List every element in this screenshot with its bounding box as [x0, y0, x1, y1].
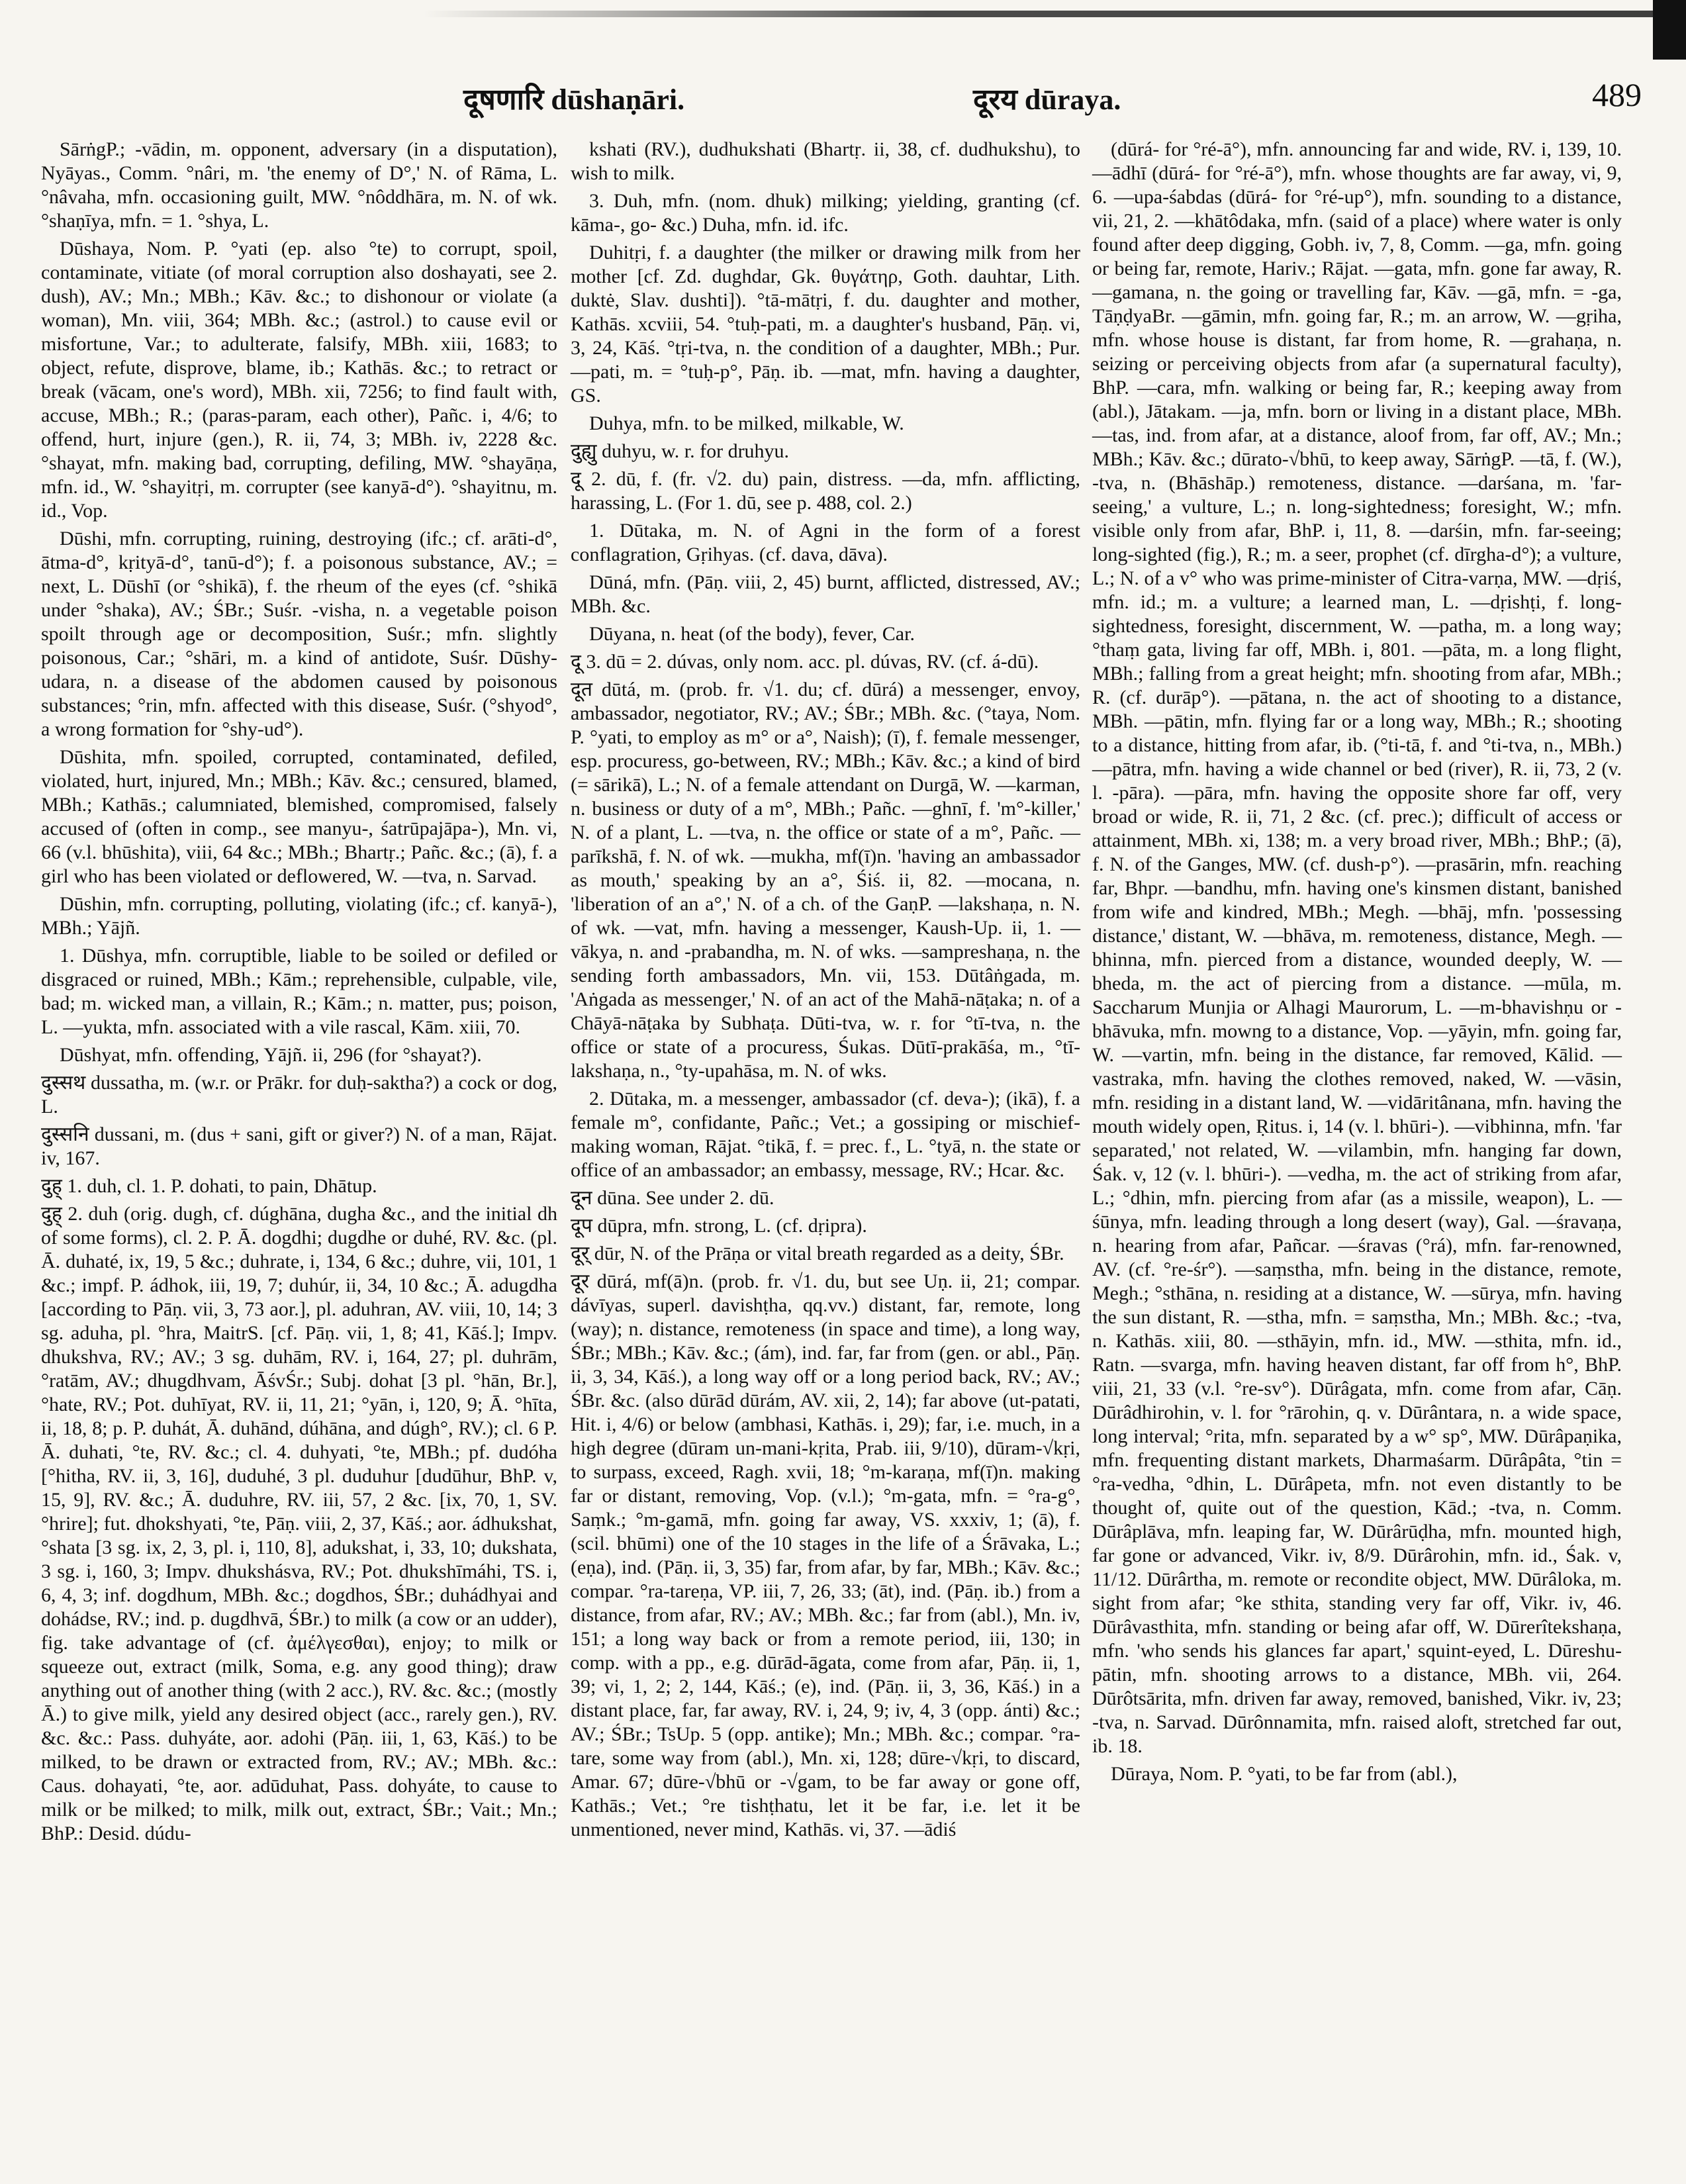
- dictionary-entry: Duhya, mfn. to be milked, milkable, W.: [589, 412, 904, 434]
- column-2: [571, 138, 1080, 1846]
- dictionary-entry: Dūraya, Nom. P. °yati, to be far from (abl.),: [1111, 1763, 1458, 1785]
- dictionary-entry: दूर् dūr, N. of the Prāṇa or vital breath regarded as a deity, ŚBr.: [571, 1243, 1064, 1264]
- dictionary-entry: Dūshi, mfn. corrupting, ruining, destroying (ifc.; cf. arāti-d°, ātma-d°, kṛityā-d°, tanū-d°); f. a poisonous substance, AV.; = next, L. Dūshī (or °shikā), f. the rheum of the eyes (cf. °shikā under °shaka), AV.; ŚBr.; Suśr. -visha, n. a vegetable poison spoilt through age or decomposition, Suśr.; mfn. slightly poisonous, Car.; °shāri, m. a kind of antidote, Suśr. Dūshy-udara, n. a disease of the abdomen caused by poisonous substances; °rin, mfn. affected with this disease, Suśr. (°shyod°, a wrong formation for °shy-ud°).: [41, 528, 557, 740]
- dictionary-entry: दुह् 1. duh, cl. 1. P. dohati, to pain, Dhātup.: [41, 1175, 377, 1197]
- dictionary-entry: Dūshin, mfn. corrupting, polluting, violating (ifc.; cf. kanyā-), MBh.; Yājñ.: [41, 893, 557, 939]
- dictionary-entry: दूर dūrá, mf(ā)n. (prob. fr. √1. du, but see Uṇ. ii, 21; compar. dávīyas, superl. davishṭha, qq.vv.) distant, far, remote, long (way); n. distance, remoteness (in space and time), a long way, ŚBr.; MBh.; Kāv. &c.; (ám), ind. far, far from (gen. or abl., Pāṇ. ii, 3, 34, Kāś.), a long way off or a long period back, RV.; AV.; ŚBr. &c. (also dūrād dūrám, AV. xii, 2, 14); far above (ut-patati, Hit. i, 4/6) or below (ambhasi, Kathās. i, 29); far, i.e. much, in a high degree (dūram un-mani-kṛita, Prab. iii, 9/10), dūram-√kṛi, to surpass, exceed, Ragh. xvii, 18; °m-karaṇa, mf(ī)n. making far or distant, removing, Vop. (v.l.); °m-gata, mfn. = °ra-g°, Saṃk.; °m-gamā, mfn. going far away, VS. xxxiv, 1; (ā), f. (scil. bhūmi) one of the 10 stages in the life of a Śrāvaka, L.; (eṇa), ind. (Pāṇ. ii, 3, 35) far, from afar, by far, MBh.; Kāv. &c.; compar. °ra-tareṇa, VP. iii, 7, 26, 33; (āt), ind. (Pāṇ. ib.) from a distance, from afar, RV.; AV.; MBh. &c.; far from (abl.), Mn. iv, 151; a long way back or from a remote period, iii, 130; in comp. with a pp., e.g. dūrād-āgata, come from afar, Pāṇ. ii, 1, 39; vi, 1, 2; 2, 144, Kāś.; (e), ind. (Pāṇ. ii, 3, 36, Kāś.) in a distant place, far, far away, RV. i, 24, 9; iv, 4, 3 (opp. ánti) &c.; AV.; ŚBr.; TsUp. 5 (opp. antike); Mn.; MBh. &c.; compar. °ra-tare, some way from (abl.), Mn. xi, 128; dūre-√kṛi, to discard, Amar. 67; dūre-√bhū or -√gam, to be far away or gone off, Kathās.; Vet.; °re tishṭhatu, let it be far, i.e. let it be unmentioned, never mind, Kathās. vi, 37. —ādiś: [571, 1270, 1080, 1840]
- running-header: [40, 71, 1642, 118]
- dictionary-entry: Dūshaya, Nom. P. °yati (ep. also °te) to corrupt, spoil, contaminate, vitiate (of moral corruption also doshayati, see 2. dush), AV.; Mn.; MBh.; Kāv. &c.; to dishonour or violate (a woman), Mn. viii, 364; MBh. &c.; (astrol.) to cause evil or misfortune, Var.; to adulterate, falsify, MBh. xiii, 1683; to object, refute, disprove, blame, ib.; Kathās. &c.; to retract or break (vācam, one's word), MBh. xii, 7256; to find fault with, accuse, MBh.; R.; (paras-param, each other), Pañc. i, 4/6; to offend, hurt, injure (gen.), R. ii, 74, 3; MBh. iv, 2228 &c. °shayat, mfn. making bad, corrupting, defiling, MW. °shayāṇa, mfn. id., W. °shayitṛi, m. corrupter (see kanyā-d°). °shayitnu, m. id., Vop.: [41, 238, 557, 522]
- dictionary-entry: Dūshita, mfn. spoiled, corrupted, contaminated, defiled, violated, hurt, injured, Mn.; MBh.; Kāv. &c.; censured, blamed, MBh.; Kathās.; calumniated, blemished, compromised, falsely accused of (often in comp., see manyu-, śatrūpajāpa-), Mn. vi, 66 (v.l. bhūshita), viii, 64 &c.; MBh.; Bhartṛ.; Pañc. &c.; (ā), f. a girl who has been violated or deflowered, W. —tva, n. Sarvad.: [41, 746, 557, 887]
- dictionary-entry: (dūrá- for °ré-ā°), mfn. announcing far and wide, RV. i, 139, 10. —ādhī (dūrá- for °ré-ā°), mfn. whose thoughts are far away, vi, 9, 6. —upa-śabdas (dūrá- for °ré-up°), mfn. sounding to a distance, vii, 21, 2. —khātôdaka, mfn. (said of a place) where water is only found after deep digging, Gobh. iv, 7, 8, Comm. —ga, mfn. going or being far, remote, Hariv.; Rājat. —gata, mfn. gone far away, R. —gamana, n. the going or travelling far, Kāv. —gā, mfn. = -ga, TāṇḍyaBr. —gāmin, mfn. going far, R.; m. an arrow, W. —gṛiha, mfn. whose house is distant, far from home, R. —grahaṇa, n. seizing or perceiving objects from afar (a supernatural faculty), BhP. —cara, mfn. walking or being far, R.; keeping away from (abl.), Jātakam. —ja, mfn. born or living in a distant place, MBh. —tas, ind. from afar, at a distance, aloof from, far off, AV.; Mn.; MBh.; Kāv. &c.; dūrato-√bhū, to keep away, SārṅgP. —tā, f. (W.), -tva, n. (Bhāshāp.) remoteness, distance. —darśana, m. 'far-seeing,' a vulture, L.; n. long-sightedness; foresight, W.; mfn. visible only from afar, BhP. i, 11, 8. —darśin, mfn. far-seeing; long-sighted (fig.), R.; m. a seer, prophet (cf. dīrgha-d°); a vulture, L.; N. of a v° who was prime-minister of Citra-varṇa, MW. —dṛiś, mfn. id.; m. a vulture; a learned man, L. —dṛishṭi, f. long-sightedness, foresight, discernment, W. —patha, m. a long way; °thaṃ gata, living far off, MBh. i, 801. —pāta, m. a long flight, MBh.; falling from a great height; mfn. shooting from afar, MBh.; R. (cf. durāp°). —pātana, n. the act of shooting to a distance, MBh. —pātin, mfn. flying far or a long way, MBh.; R.; shooting to a distance, hitting from afar, ib. (°ti-tā, f. and °ti-tva, n., MBh.) —pātra, mfn. having a wide channel or bed (river), R. ii, 73, 2 (v. l. -pāra). —pāra, mfn. having the opposite shore far off, very broad or wide, R. ii, 71, 2 &c. (cf. prec.); difficult of access or attainment, MBh. xi, 138; m. a very broad river, MBh.; BhP.; (ā), f. N. of the Ganges, MW. (cf. dush-p°). —prasārin, mfn. reaching far, Bhpr. —bandhu, mfn. having one's kinsmen distant, banished from wife and kindred, MBh.; Megh. —bhāj, mfn. 'possessing distance,' distant, W. —bhāva, m. remoteness, distance, Megh. —bhinna, mfn. pierced from a distance, wounded deeply, W. —bheda, m. the act of piercing from a distance. —mūla, m. Saccharum Munjia or Alhagi Maurorum, L. —m-bhavishṇu or -bhāvuka, mfn. mowng to a distance, Vop. —yāyin, mfn. going far, W. —vartin, mfn. being in the distance, far removed, Kālid. —vastraka, mfn. having the clothes removed, naked, W. —vāsin, mfn. residing in a distant land, W. —vidāritânana, mfn. having the mouth widely open, Ṛitus. i, 14 (v. l. bhūri-). —vibhinna, mfn. 'far separated,' not related, W. —vilambin, mfn. hanging far down, Śak. v, 12 (v. l. bhūri-). —vedha, m. the act of striking from afar, L.; °dhin, mfn. piercing from afar (as a missile, weapon), L. —śūnya, mfn. leading through a long desert (way), Gal. —śravaṇa, n. hearing from afar, Pañcar. —śravas (°rá), mfn. far-renowned, AV. (cf. °re-śr°). —saṃstha, mfn. being in the distance, remote, Megh.; °sthāna, n. residing at a distance, W. —sūrya, mfn. having the sun distant, R. —stha, mfn. = saṃstha, Mn.; MBh. &c.; -tva, n. Kathās. xiii, 80. —sthāyin, mfn. id., MW. —sthita, mfn. id., Ratn. —svarga, mfn. having heaven distant, far off from h°, BhP. viii, 21, 33 (v.l. °re-sv°). Dūrâgata, mfn. come from afar, Cāṇ. Dūrâdhirohin, v. l. for °rārohin, q. v. Dūrântara, n. a wide space, long interval; °rita, mfn. separated by a w° sp°, MW. Dūrâpaṇika, mfn. frequenting distant markets, Dharmaśarm. Dūrâpâta, °tin = °ra-vedha, °dhin, L. Dūrâpeta, mfn. not even distantly to be thought of, quite out of the question, Kād.; -tva, n. Comm. Dūrâplāva, mfn. leaping far, W. Dūrârūḍha, mfn. mounted high, far gone or advanced, Vikr. iv, 8/9. Dūrârohin, mfn. id., Śak. v, 11/12. Dūrârtha, m. remote or recondite object, MW. Dūrâloka, m. sight from afar; °ke sthita, standing very far off, Vikr. iv, 46. Dūrâvasthita, mfn. standing or being afar off, W. Dūrerîtekshaṇa, mfn. 'who sends his glances far apart,' squint-eyed, L. Dūreshu-pātin, mfn. shooting arrows to a distance, MBh. vii, 264. Dūrôtsārita, mfn. driven far away, removed, banished, Vikr. iv, 23; -tva, n. Sarvad. Dūrônnamita, mfn. raised aloft, stretched far out, ib. 18.: [1092, 138, 1622, 1757]
- dictionary-entry: दू 3. dū = 2. dúvas, only nom. acc. pl. dúvas, RV. (cf. á-dū).: [571, 651, 1039, 673]
- dictionary-entry: दुस्सनि dussani, m. (dus + sani, gift or giver?) N. of a man, Rājat. iv, 167.: [41, 1123, 557, 1169]
- dictionary-entry: 1. Dūtaka, m. N. of Agni in the form of a forest conflagration, Gṛihyas. (cf. dava, dāva).: [571, 520, 1080, 565]
- left-running-head: दूषणारि dūshaṇāri.: [463, 83, 685, 116]
- scan-top-rule: [424, 11, 1681, 17]
- right-running-head: दूरय dūraya.: [973, 83, 1121, 116]
- dictionary-entry: दुह् 2. duh (orig. dugh, cf. dúghāna, dugha &c., and the initial dh of some forms), cl. 2. P. Ā. dogdhi; dugdhe or duhé, RV. &c. (pl. Ā. duhaté, ix, 19, 5 &c.; duhrate, i, 134, 6 &c.; duhre, vii, 101, 1 &c.; impf. P. ádhok, iii, 19, 7; duhúr, ii, 34, 10 &c.; Ā. adugdha [according to Pāṇ. vii, 3, 73 aor.], pl. aduhran, AV. viii, 10, 14; 3 sg. aduha, pl. °hra, MaitrS. [cf. Pāṇ. vii, 1, 8; 41, Kāś.]; Impv. dhukshva, RV.; AV.; 3 sg. duhām, RV. i, 164, 27; pl. duhrām, °ratām, AV.; dhugdhvam, ĀśvŚr.; Subj. dohat [3 pl. °hān, Br.], °hate, RV.; Pot. duhīyat, RV. ii, 11, 21; °yān, i, 120, 9; Ā. °hīta, ii, 18, 8; p. P. duhát, Ā. duhānd, dúhāna, and dúgh°, RV.); cl. 6 P. Ā. duhati, °te, RV. &c.; cl. 4. duhyati, °te, MBh.; pf. dudóha [°hitha, RV. ii, 3, 16], duduhé, 3 pl. duduhur [dudūhur, BhP. v, 15, 9], RV. &c.; Ā. duduhre, RV. iii, 57, 2 &c. [ix, 70, 1, SV. °hrire]; fut. dhokshyati, °te, Pāṇ. viii, 2, 37, Kāś.; aor. ádhukshat, °shata [3 sg. ix, 2, 3, pl. i, 110, 8], adukshat, i, 33, 10; dukshata, 3 sg. i, 160, 3; Impv. dhukshásva, RV.; Pot. dhukshīmáhi, TS. i, 6, 4, 3; inf. dogdhum, MBh. &c.; dogdhos, ŚBr.; duhádhyai and dohádse, RV.; ind. p. dugdhvā, ŚBr.) to milk (a cow or an udder), fig. take advantage of (cf. ἀμέλγεσθαι), enjoy; to milk or squeeze out, extract (milk, Soma, e.g. any good thing); draw anything out of another thing (with 2 acc.), RV. &c. &c.; (mostly Ā.) to give milk, yield any desired object (acc., rarely gen.), RV. &c. &c.: Pass. duhyáte, aor. adohi (Pāṇ. iii, 1, 63, Kāś.) to be milked, to be drawn or extracted from, RV.; AV.; MBh. &c.: Caus. dohayati, °te, aor. adūduhat, Pass. dohyáte, to cause to milk or be milked; to milk, milk out, extract, ŚBr.; Vait.; Mn.; BhP.: Desid. dúdu-: [41, 1203, 557, 1844]
- dictionary-entry: SārṅgP.; -vādin, m. opponent, adversary (in a disputation), Nyāyas., Comm. °nâri, m. 'the enemy of D°,' N. of Rāma, L. °nâvaha, mfn. occasioning guilt, MW. °nôddhāra, m. N. of wk. °shaṇīya, mfn. = 1. °shya, L.: [41, 138, 557, 232]
- scan-corner-mark: [1653, 0, 1686, 60]
- dictionary-entry: 3. Duh, mfn. (nom. dhuk) milking; yielding, granting (cf. kāma-, go- &c.) Duha, mfn. id. ifc.: [571, 190, 1080, 236]
- dictionary-entry: 2. Dūtaka, m. a messenger, ambassador (cf. deva-); (ikā), f. a female m°, confidante, Pañc.; Vet.; a gossiping or mischief-making woman, Rājat. °tikā, f. = prec. f., L. °tyā, n. the state or office of an ambassador; an embassy, message, RV.; Hcar. &c.: [571, 1088, 1080, 1181]
- dictionary-entry: दूत dūtá, m. (prob. fr. √1. du; cf. dūrá) a messenger, envoy, ambassador, negotiator, RV.; AV.; ŚBr.; MBh. &c. (°taya, Nom. P. °yati, to employ as m° or a°, Naish); (ī), f. female messenger, esp. procuress, go-between, RV.; MBh.; Kāv. &c.; a kind of bird (= sārikā), L.; N. of a female attendant on Durgā, W. —karman, n. business or duty of a m°, MBh.; Pañc. —ghnī, f. 'm°-killer,' N. of a plant, L. —tva, n. the office or state of a m°, Pañc. —parīkshā, f. N. of wk. —mukha, mf(ī)n. 'having an ambassador as mouth,' speaking by an a°, Śiś. ii, 82. —mocana, n. 'liberation of an a°,' N. of a ch. of the GaṇP. —lakshaṇa, n. N. of wk. —vat, mfn. having a messenger, Kaush-Up. ii, 1. —vākya, n. and -prabandha, m. N. of wks. —sampreshaṇa, n. the sending forth ambassadors, Mn. vii, 153. Dūtâṅgada, m. 'Aṅgada as messenger,' N. of an act of the Mahā-nāṭaka; n. of a Chāyā-nāṭaka by Subhaṭa. Dūti-tva, w. r. for °tī-tva, n. the office or state of a procuress, Śukas. Dūtī-prakāśa, m., °tī-lakshaṇa, n., °ty-upahāsa, m. N. of wks.: [571, 679, 1080, 1082]
- dictionary-entry: Dūyana, n. heat (of the body), fever, Car.: [589, 623, 915, 645]
- dictionary-entry: दुस्सथ dussatha, m. (w.r. or Prākr. for duḥ-saktha?) a cock or dog, L.: [41, 1072, 557, 1117]
- dictionary-entry: दुह्यु duhyu, w. r. for druhyu.: [571, 440, 790, 462]
- dictionary-entry: kshati (RV.), dudhukshati (Bhartṛ. ii, 38, cf. dudhukshu), to wish to milk.: [571, 138, 1080, 184]
- column-3: [1092, 138, 1622, 1790]
- page-number: 489: [1592, 76, 1642, 113]
- dictionary-entry: Dūshyat, mfn. offending, Yājñ. ii, 296 (for °shayat?).: [60, 1044, 482, 1066]
- dictionary-entry: 1. Dūshya, mfn. corruptible, liable to be soiled or defiled or disgraced or ruined, MBh.; Kām.; reprehensible, culpable, vile, bad; m. wicked man, a villain, R.; Kām.; n. matter, pus; poison, L. —yukta, mfn. associated with a vile rascal, Kām. xiii, 70.: [41, 945, 557, 1038]
- column-1: [41, 138, 557, 1850]
- dictionary-entry: Duhitṛi, f. a daughter (the milker or drawing milk from her mother [cf. Zd. dughdar, Gk. θυγάτηρ, Goth. dauhtar, Lith. duktė, Slav. dushti]). °tā-mātṛi, f. du. daughter and mother, Kathās. xcviii, 54. °tuḥ-pati, m. a daughter's husband, Pāṇ. vi, 3, 24, Kāś. °tṛi-tva, n. the condition of a daughter, MBh.; Pur. —pati, m. = °tuḥ-p°, Pāṇ. ib. —mat, mfn. having a daughter, GS.: [571, 242, 1080, 406]
- dictionary-entry: दून dūna. See under 2. dū.: [571, 1187, 774, 1209]
- dictionary-entry: दू 2. dū, f. (fr. √2. du) pain, distress. —da, mfn. afflicting, harassing, L. (For 1. dū, see p. 488, col. 2.): [571, 468, 1080, 514]
- dictionary-entry: Dūná, mfn. (Pāṇ. viii, 2, 45) burnt, afflicted, distressed, AV.; MBh. &c.: [571, 571, 1080, 617]
- dictionary-entry: दूप dūpra, mfn. strong, L. (cf. dṛipra).: [571, 1215, 867, 1237]
